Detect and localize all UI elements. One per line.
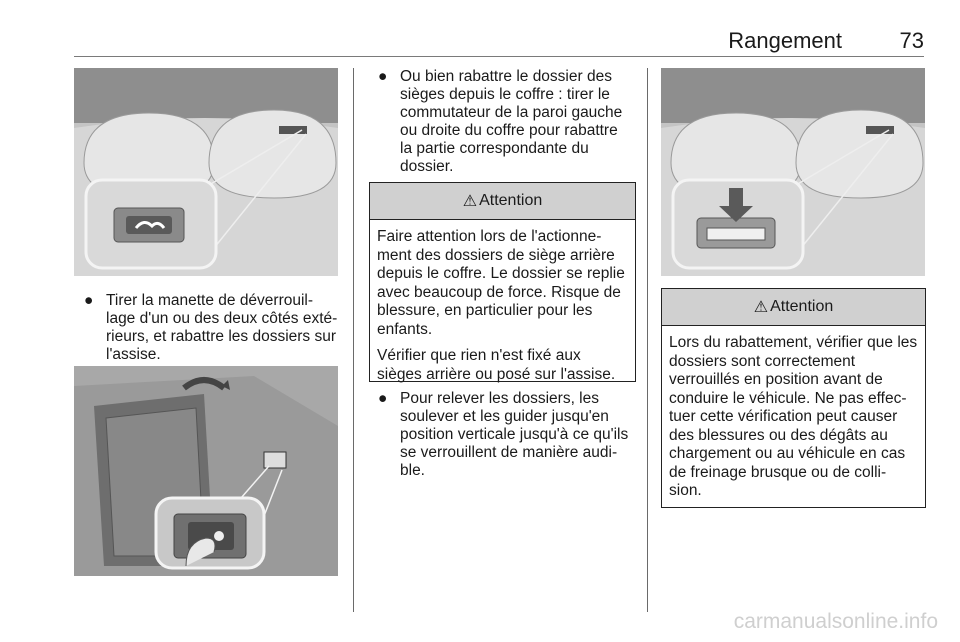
watermark: carmanualsonline.info	[733, 610, 938, 633]
bullet-icon: ●	[84, 292, 94, 309]
warning-paragraph: Vérifier que rien n'est fixé aux sièges arrière ou posé sur l'assise.	[377, 347, 616, 383]
illustration-seatback-release-lever	[74, 68, 338, 276]
column-divider-left	[353, 68, 354, 612]
warning-header	[662, 289, 925, 326]
warning-paragraph: Lors du rabattement, vérifier que les dossiers sont correctement verrouillés en position avant de conduire le véhicule. Ne pas effec-tuer cette vérification peut causer des blessures ou des dégâts au chargement ou au véhicule en cas de freinage brusque ou de colli-sion.	[669, 334, 918, 499]
warning-header	[370, 183, 635, 220]
warning-title: Attention	[479, 192, 543, 209]
page-number: 73	[899, 28, 924, 53]
warning-box	[369, 182, 636, 382]
header-rule	[74, 56, 924, 57]
warning-box	[661, 288, 926, 508]
warning-triangle-icon: ⚠	[462, 193, 478, 210]
page-header-title: Rangement	[728, 28, 842, 53]
list-item	[84, 292, 340, 366]
warning-paragraph: Faire attention lors de l'actionne-ment des dossiers de siège arrière depuis le coffre. Le dossier se replie avec beaucoup de force. Risque de blessure, en particulier pour les enfants.	[377, 228, 625, 338]
warning-title: Attention	[770, 298, 834, 315]
warning-body	[662, 326, 925, 501]
instruction-text: Ou bien rabattre le dossier des sièges depuis le coffre : tirer le commutateur de la paroi gauche ou droite du coffre pour rabattre la partie correspondante du dossier.	[400, 68, 623, 175]
list-item	[378, 68, 634, 180]
bullet-icon: ●	[378, 68, 388, 85]
warning-body	[370, 220, 635, 384]
instruction-text: Pour relever les dossiers, les soulever et les guider jusqu'en position verticale jusqu'à ce qu'ils se verrouillent de manière audi-ble.	[400, 390, 629, 479]
bullet-icon: ●	[378, 390, 388, 407]
illustration-trunk-release-switch	[74, 366, 338, 576]
instruction-text: Tirer la manette de déverrouil-lage d'un ou des deux côtés exté-rieurs, et rabattre les dossiers sur l'assise.	[106, 292, 338, 363]
illustration-seatback-fold-down	[661, 68, 925, 276]
warning-triangle-icon: ⚠	[753, 299, 769, 316]
column-divider-right	[647, 68, 648, 612]
list-item	[378, 390, 636, 482]
